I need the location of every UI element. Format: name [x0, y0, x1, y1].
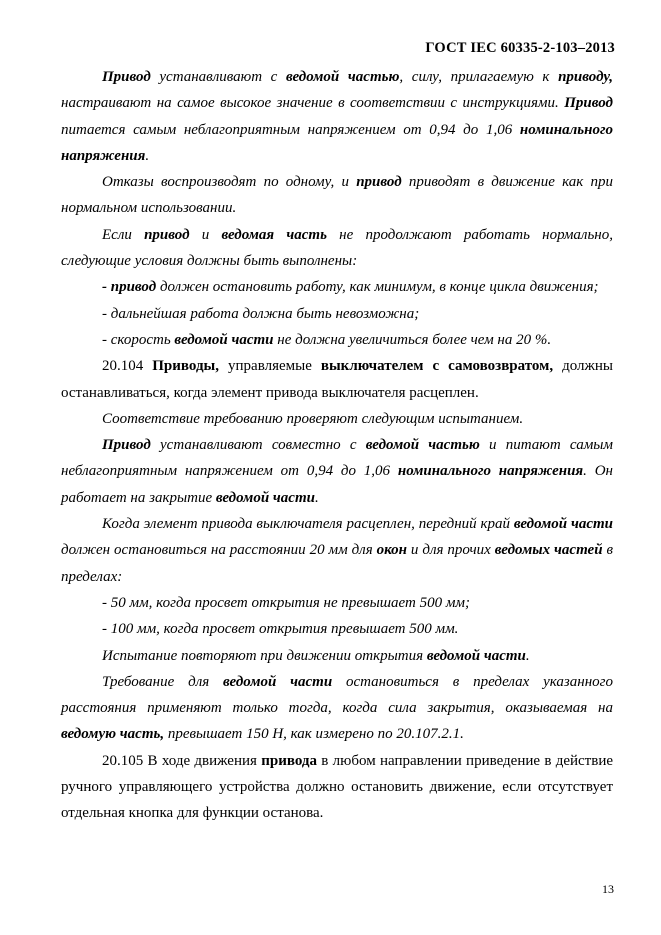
text-run: не продолжают работать нормально, следующие условия должны быть выполнены: [61, 226, 613, 270]
text-run: приводят в движение как при нормальном использовании. [61, 174, 613, 217]
list-item-no-further-work [61, 301, 613, 327]
text-run: Соответствие требованию проверяют следующим испытанием. [102, 410, 524, 427]
text-run: Отказы воспроизводят по одному, и [102, 174, 357, 191]
text-run: остановиться в пределах указанного расстояния применяют только тогда, когда сила закрытия, оказываемая на [61, 673, 613, 717]
text-run: . [145, 147, 150, 164]
text-run: . [525, 647, 530, 664]
text-run: и питают самым неблагоприятным напряжением от 0,94 до 1,06 [61, 437, 613, 480]
bold-term: ведомой части [174, 331, 274, 348]
bold-term: номинального напряжения [61, 121, 613, 164]
list-item-50mm [61, 590, 613, 616]
text-run: Требование для [102, 673, 224, 690]
text-run: в любом направлении приведение в действие ручного управляющего устройства должно остановить движение, если отсутствует отдельная кнопка для функции останова. [61, 752, 614, 822]
text-run: управляемые [219, 358, 321, 375]
paragraph-faults [61, 169, 613, 222]
text-run: не должна увеличиться более чем на 20 %. [273, 331, 552, 348]
text-run: Если [102, 226, 145, 243]
clause-20-105 [61, 748, 613, 827]
text-run: . [314, 489, 319, 506]
text-run: питается самым неблагоприятным напряжением от 0,94 до 1,06 [61, 121, 520, 138]
page-number: 13 [602, 882, 614, 896]
text-run: настраивают на самое высокое значение в соответствии с инструкциями. [61, 95, 565, 112]
text-run: должен остановить работу, как минимум, в конце цикла движения; [156, 279, 599, 296]
standard-header: ГОСТ IEC 60335-2-103–2013 [425, 40, 615, 56]
paragraph-conditions-intro [61, 222, 613, 275]
text-run: устанавливают с [150, 69, 286, 85]
text-run: - дальнейшая работа должна быть невозможна; [102, 305, 420, 322]
bold-term: ведомой частью [365, 437, 480, 454]
text-run: Когда элемент привода выключателя расцеплен, передний край [102, 516, 514, 533]
bold-term: ведомая часть [221, 226, 327, 243]
paragraph-compliance [61, 406, 613, 432]
bold-term: ведомой части [426, 647, 526, 664]
text-run: в пределах: [61, 542, 614, 585]
paragraph-stop-distance [61, 511, 613, 590]
bold-term: привод [144, 226, 190, 243]
bold-term: ведомой частью [285, 69, 400, 85]
bold-term: Приводы, [152, 358, 220, 375]
paragraph-test-setup [61, 432, 613, 511]
text-run: Испытание повторяют при движении открытия [102, 647, 427, 664]
bold-term: Привод [102, 69, 151, 85]
list-item-100mm [61, 616, 613, 642]
paragraph-force-requirement [61, 669, 613, 748]
bold-term: ведомую часть, [61, 726, 165, 743]
text-run: - скорость [102, 331, 175, 348]
text-run: , силу, прилагаемую к [399, 69, 559, 85]
bold-term: Привод [564, 95, 613, 112]
text-run: должны останавливаться, когда элемент привода выключателя расцеплен. [61, 358, 613, 401]
bold-term: ведомой части [513, 516, 613, 533]
text-run: 20.105 В ходе движения [102, 752, 262, 769]
text-run: должен остановиться на расстоянии 20 мм для [61, 542, 377, 559]
list-item-drive-stop [61, 274, 613, 300]
text-run: и [189, 226, 222, 243]
text-run: превышает 150 Н, как измерено по 20.107.2.1. [164, 726, 464, 743]
bold-term: приводу, [558, 69, 613, 85]
bold-term: Привод [102, 437, 151, 454]
bold-term: ведомых частей [494, 542, 603, 559]
text-run: устанавливают совместно с [150, 437, 366, 454]
bold-term: выключателем с самовозвратом, [320, 358, 554, 375]
text-run: 20.104 [102, 358, 153, 375]
bold-term: привод [356, 174, 402, 191]
bold-term: - привод [102, 279, 157, 296]
bold-term: ведомой части [223, 673, 333, 690]
paragraph-drive-setup [61, 64, 613, 169]
document-body [61, 64, 613, 827]
bold-term: привода [261, 752, 317, 769]
list-item-speed-limit [61, 327, 613, 353]
paragraph-test-repeat [61, 643, 613, 669]
text-run: - 50 мм, когда просвет открытия не превышает 500 мм; [102, 594, 470, 611]
bold-term: ведомой части [215, 489, 315, 506]
bold-term: номинального напряжения [397, 463, 584, 480]
text-run: . Он работает на закрытие [61, 463, 613, 506]
bold-term: окон [376, 542, 407, 559]
text-run: и для прочих [406, 542, 495, 559]
text-run: - 100 мм, когда просвет открытия превышает 500 мм. [102, 621, 459, 638]
clause-20-104 [61, 353, 613, 406]
